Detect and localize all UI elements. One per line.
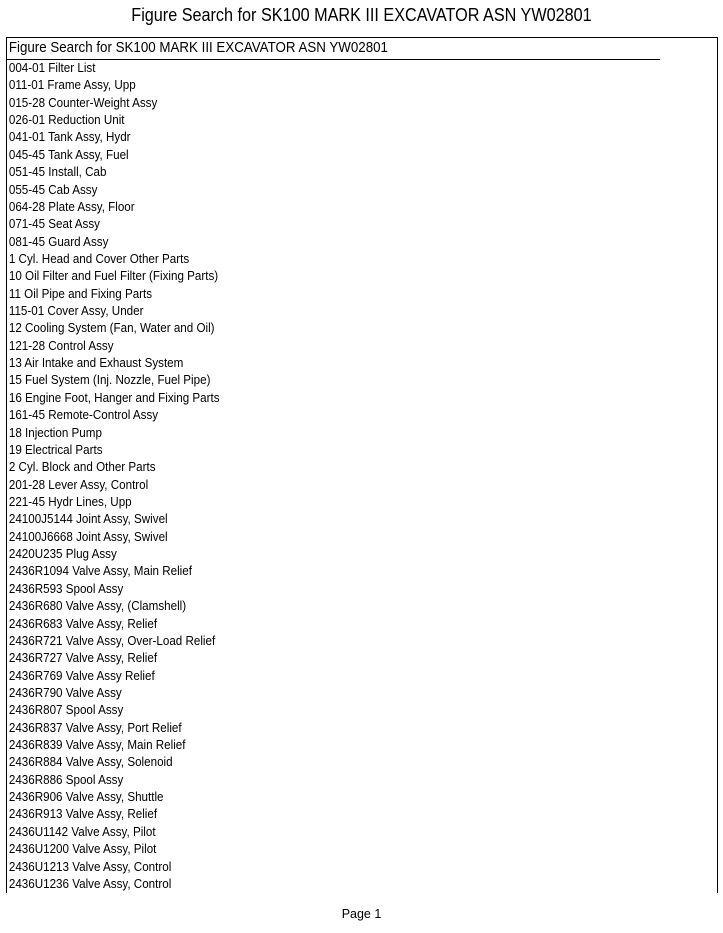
figure-list-item[interactable]: 2436R837 Valve Assy, Port Relief xyxy=(8,720,182,735)
section-header: Figure Search for SK100 MARK III EXCAVATOR ASN YW02801 xyxy=(7,38,660,60)
figure-list-item[interactable]: 015-28 Counter-Weight Assy xyxy=(8,95,158,110)
figure-list-item[interactable]: 201-28 Lever Assy, Control xyxy=(8,477,149,492)
figure-list-section xyxy=(6,37,718,893)
page-title: Figure Search for SK100 MARK III EXCAVATOR ASN YW02801 xyxy=(131,5,592,25)
figure-list-item[interactable]: 071-45 Seat Assy xyxy=(8,217,100,232)
figure-list-item[interactable]: 2420U235 Plug Assy xyxy=(8,547,117,562)
figure-list-item[interactable]: 004-01 Filter List xyxy=(8,61,96,75)
figure-list-item[interactable]: 2436U1213 Valve Assy, Control xyxy=(8,859,172,874)
figure-list-item[interactable]: 2436R593 Spool Assy xyxy=(8,581,124,596)
figure-list-item[interactable]: 2436U1236 Valve Assy, Control xyxy=(8,876,172,891)
figure-list-item[interactable]: 2436U1200 Valve Assy, Pilot xyxy=(8,842,157,857)
figure-list-item[interactable]: 2436R769 Valve Assy Relief xyxy=(8,668,155,683)
figure-list-item[interactable]: 2436R906 Valve Assy, Shuttle xyxy=(8,790,164,805)
figure-list-item[interactable]: 2436R683 Valve Assy, Relief xyxy=(8,616,158,631)
figure-list-item[interactable]: 121-28 Control Assy xyxy=(8,338,114,353)
figure-list-item[interactable]: 011-01 Frame Assy, Upp xyxy=(8,78,136,93)
figure-list-item[interactable]: 2436R884 Valve Assy, Solenoid xyxy=(8,755,173,770)
figure-list-item[interactable]: 2436R913 Valve Assy, Relief xyxy=(8,807,158,822)
figure-list-item[interactable]: 15 Fuel System (Inj. Nozzle, Fuel Pipe) xyxy=(8,373,211,388)
figure-list-item[interactable]: 2436R680 Valve Assy, (Clamshell) xyxy=(8,599,187,614)
figure-list-item[interactable]: 24100J5144 Joint Assy, Swivel xyxy=(8,512,168,527)
figure-list-item[interactable]: 2436R1094 Valve Assy, Main Relief xyxy=(8,564,192,579)
figure-list-item[interactable]: 2436R807 Spool Assy xyxy=(8,703,124,718)
figure-list-item[interactable]: 051-45 Install, Cab xyxy=(8,165,107,180)
figure-list-item[interactable]: 24100J6668 Joint Assy, Swivel xyxy=(8,529,168,544)
figure-list-item[interactable]: 026-01 Reduction Unit xyxy=(8,113,125,128)
figure-list-item[interactable]: 12 Cooling System (Fan, Water and Oil) xyxy=(8,321,215,336)
figure-list-item[interactable]: 16 Engine Foot, Hanger and Fixing Parts xyxy=(8,390,220,405)
figure-list-item[interactable]: 045-45 Tank Assy, Fuel xyxy=(8,147,129,162)
figure-list-item[interactable]: 115-01 Cover Assy, Under xyxy=(8,304,144,319)
figure-list xyxy=(7,60,717,893)
figure-list-item[interactable]: 19 Electrical Parts xyxy=(8,442,103,457)
page-number: Page 1 xyxy=(341,907,382,921)
figure-list-item[interactable]: 064-28 Plate Assy, Floor xyxy=(8,199,135,214)
figure-list-item[interactable]: 2436R790 Valve Assy xyxy=(8,685,122,700)
figure-list-item[interactable]: 1 Cyl. Head and Cover Other Parts xyxy=(8,251,190,266)
figure-list-item[interactable]: 055-45 Cab Assy xyxy=(8,182,98,197)
figure-list-item[interactable]: 081-45 Guard Assy xyxy=(8,234,109,249)
figure-list-item[interactable]: 2436R727 Valve Assy, Relief xyxy=(8,651,158,666)
figure-list-item[interactable]: 041-01 Tank Assy, Hydr xyxy=(8,130,131,145)
figure-list-item[interactable]: 2436R839 Valve Assy, Main Relief xyxy=(8,738,186,753)
figure-list-item[interactable]: 2436R721 Valve Assy, Over-Load Relief xyxy=(8,633,216,648)
figure-list-item[interactable]: 2436U1142 Valve Assy, Pilot xyxy=(8,824,156,839)
figure-list-item[interactable]: 11 Oil Pipe and Fixing Parts xyxy=(8,286,153,301)
figure-list-item[interactable]: 10 Oil Filter and Fuel Filter (Fixing Parts) xyxy=(8,269,219,284)
figure-list-item[interactable]: 2436R886 Spool Assy xyxy=(8,772,124,787)
figure-list-item[interactable]: 221-45 Hydr Lines, Upp xyxy=(8,494,132,509)
figure-list-item[interactable]: 2 Cyl. Block and Other Parts xyxy=(8,460,156,475)
figure-list-item[interactable]: 161-45 Remote-Control Assy xyxy=(8,408,159,423)
figure-list-item[interactable]: 18 Injection Pump xyxy=(8,425,102,440)
figure-list-item[interactable]: 13 Air Intake and Exhaust System xyxy=(8,356,184,371)
